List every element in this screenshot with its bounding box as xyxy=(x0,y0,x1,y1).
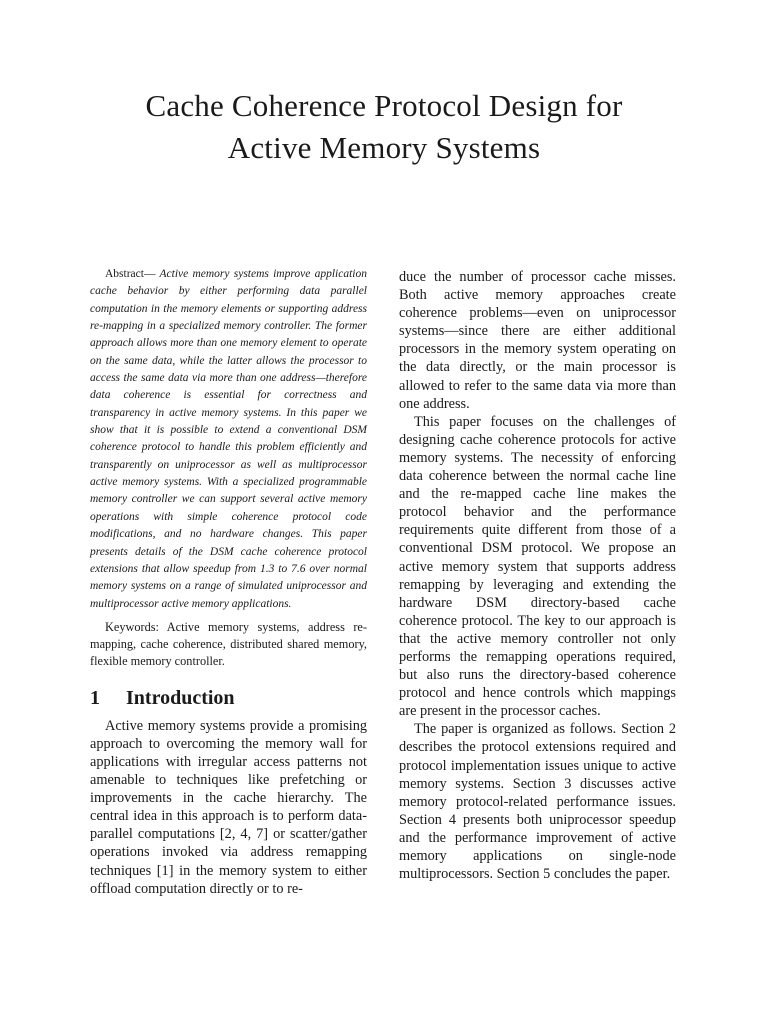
section-title: Introduction xyxy=(126,686,235,709)
paper-title xyxy=(60,85,708,169)
intro-paragraph-3: The paper is organized as follows. Section 2 describes the protocol extensions required and protocol implementation issues unique to active memory systems. Section 3 discusses active memory protocol-related performance issues. Section 4 presents both uniprocessor speedup and the performance improvement of active memory applications on single-node multiprocessors. Section 5 concludes the paper. xyxy=(399,721,676,883)
section-heading-introduction xyxy=(90,683,367,713)
intro-paragraph-1-part-1: Active memory systems provide a promising approach to overcoming the memory wall for applications with irregular access patterns not amenable to techniques like prefetching or improvements in the cache hierarchy. The central idea in this approach is to perform data-parallel computations [2, 4, 7] or scatter/gather operations invoked via address remapping techniques [1] in the memory system to either offload computation directly or to re- xyxy=(90,717,367,897)
section-number: 1 xyxy=(90,686,100,709)
intro-paragraph-1-part-2: duce the number of processor cache misses. Both active memory approaches create coherence problems—even on uniprocessor systems—since there are either additional processors in the memory system operating on the data directly, or the main processor is allowed to refer to the same data via more than one address. xyxy=(399,269,676,412)
right-column xyxy=(399,268,676,883)
paper-title-line-1: Cache Coherence Protocol Design for xyxy=(145,88,623,123)
left-column xyxy=(90,266,367,898)
abstract-text: Active memory systems improve application cache behavior by either performing data parallel computation in the memory elements or supporting address re-mapping in a specialized memory controller. The former approach allows more than one memory element to operate on the same data, while the latter allows the processor to access the same data via more than one address—therefore data coherence is essential for correctness and transparency in active memory systems. In this paper we show that it is possible to extend a conventional DSM coherence protocol to handle this problem efficiently and transparently on uniprocessor as well as multiprocessor active memory systems. With a specialized programmable memory controller we can support several active memory operations with simple coherence protocol code modifications, and no hardware changes. This paper presents details of the DSM cache coherence protocol extensions that allow speedup from 1.3 to 7.6 over normal memory systems on a range of simulated uniprocessor and multiprocessor active memory applications. xyxy=(90,268,367,610)
paper-title-line-2: Active Memory Systems xyxy=(227,130,541,165)
keywords: Keywords: Active memory systems, address re-mapping, cache coherence, distributed shared memory, flexible memory controller. xyxy=(90,619,367,669)
abstract-label: Abstract— xyxy=(105,268,156,280)
intro-paragraph-2: This paper focuses on the challenges of designing cache coherence protocols for active memory systems. The necessity of enforcing data coherence between the normal cache line and the re-mapped cache line makes the protocol behavior and the performance requirements quite different from those of a conventional DSM protocol. We propose an active memory system that supports address remapping by leveraging and extending the hardware DSM directory-based cache coherence protocol. The key to our approach is that the active memory controller not only performs the remapping operations required, but also runs the directory-based coherence protocol and hence controls which mappings are present in the processor caches. xyxy=(399,413,676,720)
abstract xyxy=(90,266,367,613)
